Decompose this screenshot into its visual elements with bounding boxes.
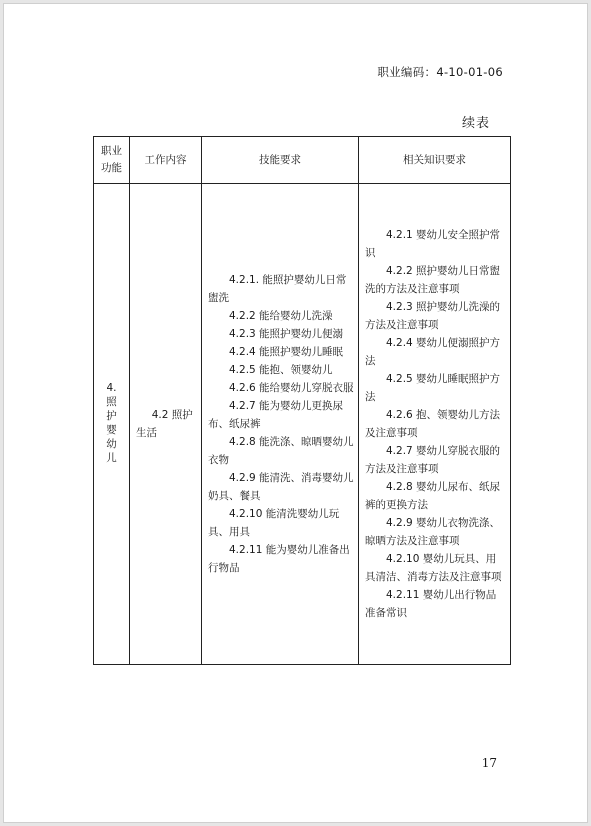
header-skills: 技能要求 [202, 137, 359, 184]
knowledge-item: 4.2.5 婴幼儿睡眠照护方法 [365, 373, 501, 403]
knowledge-item: 4.2.11 婴幼儿出行物品准备常识 [365, 589, 497, 619]
knowledge-item: 4.2.1 婴幼儿安全照护常识 [365, 229, 501, 259]
occupation-code: 职业编码：4-10-01-06 [377, 65, 503, 79]
knowledge-item: 4.2.7 婴幼儿穿脱衣服的方法及注意事项 [365, 445, 501, 475]
continued-label: 续表 [461, 116, 490, 131]
skills-table [93, 136, 511, 665]
cell-skills [202, 184, 359, 665]
skill-item: 4.2.11 能为婴幼儿准备出行物品 [208, 544, 350, 574]
header-function: 职业功能 [94, 137, 130, 184]
skill-item: 4.2.2 能给婴幼儿洗澡 [229, 310, 333, 322]
skill-item: 4.2.3 能照护婴幼儿便溺 [229, 328, 344, 340]
knowledge-item: 4.2.8 婴幼儿尿布、纸尿裤的更换方法 [365, 481, 501, 511]
skill-item: 4.2.9 能清洗、消毒婴幼儿奶具、餐具 [208, 472, 354, 502]
skill-item: 4.2.1. 能照护婴幼儿日常盥洗 [208, 274, 347, 304]
skill-item: 4.2.5 能抱、领婴幼儿 [229, 364, 333, 376]
knowledge-item: 4.2.4 婴幼儿便溺照护方法 [365, 337, 501, 367]
knowledge-item: 4.2.6 抱、领婴幼儿方法及注意事项 [365, 409, 501, 439]
skill-item: 4.2.8 能洗涤、晾晒婴幼儿衣物 [208, 436, 354, 466]
cell-content: 4.2 照护生活 [130, 184, 202, 665]
knowledge-item: 4.2.10 婴幼儿玩具、用具清洁、消毒方法及注意事项 [365, 553, 502, 583]
skill-item: 4.2.7 能为婴幼儿更换尿布、纸尿裤 [208, 400, 344, 430]
knowledge-item: 4.2.2 照护婴幼儿日常盥洗的方法及注意事项 [365, 265, 501, 295]
knowledge-item: 4.2.3 照护婴幼儿洗澡的方法及注意事项 [365, 301, 501, 331]
table-row [94, 184, 511, 665]
knowledge-item: 4.2.9 婴幼儿衣物洗涤、晾晒方法及注意事项 [365, 517, 501, 547]
document-page [3, 3, 588, 823]
header-knowledge: 相关知识要求 [359, 137, 511, 184]
cell-knowledge [359, 184, 511, 665]
page-number: 17 [481, 756, 497, 770]
table-header-row [94, 137, 511, 184]
skill-item: 4.2.10 能清洗婴幼儿玩具、用具 [208, 508, 340, 538]
skill-item: 4.2.4 能照护婴幼儿睡眠 [229, 346, 344, 358]
header-content: 工作内容 [130, 137, 202, 184]
cell-function: 4. 照护婴幼儿 [94, 184, 130, 665]
skill-item: 4.2.6 能给婴幼儿穿脱衣服 [229, 382, 354, 394]
